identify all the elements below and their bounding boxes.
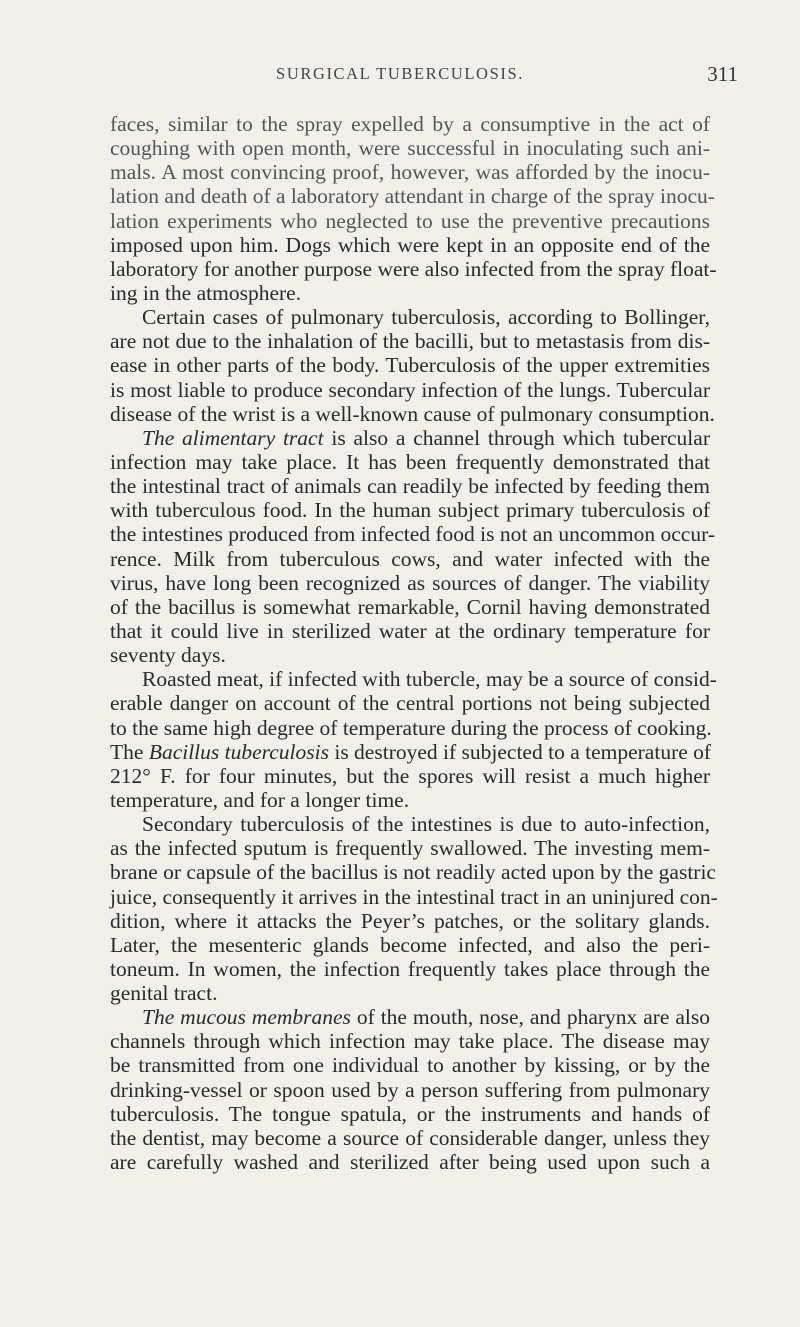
- text-line: imposed upon him. Dogs which were kept in an opposite end of the: [110, 232, 710, 257]
- text-line: Roasted meat, if infected with tubercle, may be a source of consid-: [142, 667, 717, 692]
- text-line: are not due to the inhalation of the bacilli, but to metastasis from dis-: [110, 329, 710, 354]
- text-span: of the mouth, nose, and pharynx are also: [350, 1005, 711, 1030]
- text-line: the intestines produced from infected food is not an uncommon occur-: [110, 522, 715, 547]
- text-span: is destroyed if subjected to a temperature of: [328, 739, 712, 764]
- text-line: rence. Milk from tuberculous cows, and water infected with the: [110, 546, 710, 571]
- text-line: ing in the atmosphere.: [110, 280, 302, 305]
- text-line: with tuberculous food. In the human subject primary tuberculosis of: [110, 498, 710, 523]
- body-text: [110, 112, 718, 1175]
- text-line: virus, have long been recognized as sources of danger. The viability: [110, 570, 710, 595]
- running-title: SURGICAL TUBERCULOSIS.: [276, 64, 524, 83]
- text-line: drinking-vessel or spoon used by a person suffering from pulmonary: [110, 1077, 710, 1102]
- text-line: lation experiments who neglected to use the preventive precautions: [110, 208, 710, 233]
- text-line: temperature, and for a longer time.: [110, 787, 410, 812]
- text-line: channels through which infection may take place. The disease may: [110, 1029, 710, 1054]
- text-line: that it could live in sterilized water at the ordinary temperature for: [110, 618, 710, 643]
- text-line: lation and death of a laboratory attendant in charge of the spray inocu-: [110, 184, 715, 209]
- text-line: are carefully washed and sterilized after being used upon such a: [110, 1150, 710, 1175]
- text-line: brane or capsule of the bacillus is not readily acted upon by the gastric: [110, 860, 716, 885]
- text-line: seventy days.: [110, 643, 226, 668]
- text-line: toneum. In women, the infection frequently takes place through the: [110, 956, 710, 981]
- text-span: is also a channel through which tubercular: [323, 425, 710, 450]
- text-line: mals. A most convincing proof, however, was afforded by the inocu-: [110, 160, 710, 185]
- text-line: is most liable to produce secondary infection of the lungs. Tubercular: [110, 377, 710, 402]
- text-line: faces, similar to the spray expelled by a consumptive in the act of: [110, 112, 710, 136]
- text-line: the dentist, may become a source of considerable danger, unless they: [110, 1125, 710, 1150]
- text-line: to the same high degree of temperature during the process of cooking.: [110, 715, 712, 740]
- italic-term: Bacillus tuberculosis: [148, 739, 329, 764]
- text-line: as the infected sputum is frequently swallowed. The investing mem-: [110, 836, 710, 861]
- text-line-mixed: [110, 426, 710, 450]
- text-line: disease of the wrist is a well-known cause of pulmonary consumption.: [110, 401, 715, 426]
- text-line: erable danger on account of the central portions not being subjected: [110, 691, 710, 716]
- page-number: 311: [707, 62, 738, 86]
- text-line: Certain cases of pulmonary tuberculosis, according to Bollinger,: [142, 305, 710, 330]
- text-line: laboratory for another purpose were also infected from the spray float-: [110, 256, 717, 281]
- text-line: coughing with open month, were successful in inoculating such ani-: [110, 136, 710, 161]
- running-head: [0, 62, 800, 92]
- italic-term: The mucous membranes: [142, 1005, 351, 1030]
- text-line: juice, consequently it arrives in the intestinal tract in an uninjured con-: [110, 884, 718, 909]
- text-line: of the bacillus is somewhat remarkable, Cornil having demonstrated: [110, 594, 710, 619]
- text-line: 212° F. for four minutes, but the spores will resist a much higher: [110, 763, 710, 788]
- text-line: Later, the mesenteric glands become infected, and also the peri-: [110, 932, 710, 957]
- italic-term: The alimentary tract: [142, 425, 324, 450]
- text-span: The: [110, 739, 149, 764]
- text-line-mixed: [110, 1005, 710, 1029]
- text-line: tuberculosis. The tongue spatula, or the instruments and hands of: [110, 1101, 710, 1126]
- text-line: ease in other parts of the body. Tuberculosis of the upper extremities: [110, 353, 710, 378]
- text-line-mixed: [110, 740, 710, 764]
- text-line: be transmitted from one individual to another by kissing, or by the: [110, 1053, 710, 1078]
- text-line: the intestinal tract of animals can readily be infected by feeding them: [110, 474, 710, 499]
- text-line: genital tract.: [110, 981, 218, 1006]
- text-line: Secondary tuberculosis of the intestines is due to auto-infection,: [142, 812, 710, 837]
- text-line: infection may take place. It has been frequently demonstrated that: [110, 449, 710, 474]
- text-line: dition, where it attacks the Peyer’s patches, or the solitary glands.: [110, 908, 710, 933]
